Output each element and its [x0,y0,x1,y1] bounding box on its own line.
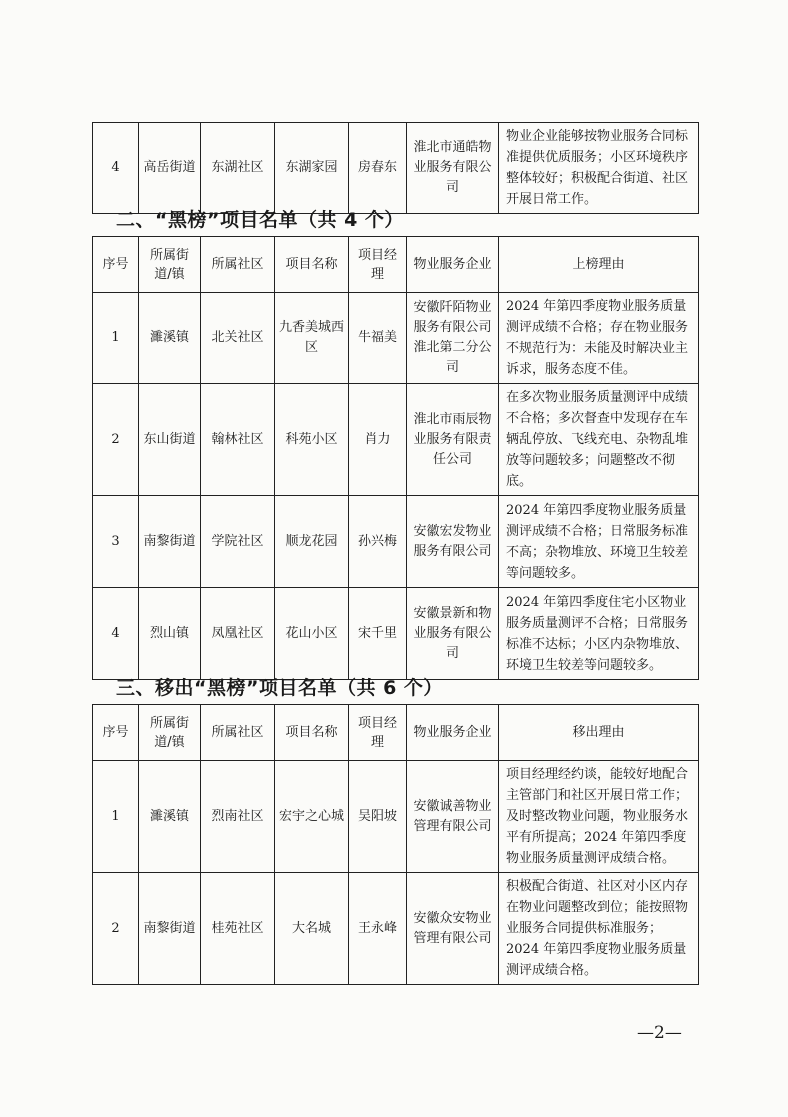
table-header-row [93,237,699,293]
table-header-row [93,705,699,761]
street-cell: 南黎街道 [139,873,201,985]
street-cell: 濉溪镇 [139,293,201,384]
header-reason: 移出理由 [499,705,699,761]
company-cell: 淮北市雨辰物业服务有限责任公司 [407,384,499,496]
header-project: 项目名称 [275,237,349,293]
manager-cell: 宋千里 [349,588,407,680]
street-cell: 高岳街道 [139,123,201,214]
project-cell: 大名城 [275,873,349,985]
header-project: 项目名称 [275,705,349,761]
header-company: 物业服务企业 [407,237,499,293]
community-cell: 北关社区 [201,293,275,384]
header-manager: 项目经理 [349,237,407,293]
table-black-list [92,236,699,680]
reason-cell: 物业企业能够按物业服务合同标准提供优质服务；小区环境秩序整体较好；积极配合街道、社区开展日常工作。 [499,123,699,214]
project-cell: 宏宇之心城 [275,761,349,873]
header-no: 序号 [93,237,139,293]
manager-cell: 牛福美 [349,293,407,384]
row-number: 4 [93,588,139,680]
page-number: —2— [637,1023,682,1043]
table-row [93,761,699,873]
reason-cell: 2024 年第四季度物业服务质量测评成绩不合格；日常服务标准不高；杂物堆放、环境卫生较差等问题较多。 [499,496,699,588]
table-row [93,496,699,588]
company-cell: 安徽阡陌物业服务有限公司淮北第二分公司 [407,293,499,384]
table-row [93,123,699,214]
manager-cell: 肖力 [349,384,407,496]
company-cell: 安徽众安物业管理有限公司 [407,873,499,985]
reason-cell: 2024 年第四季度住宅小区物业服务质量测评不合格；日常服务标准不达标；小区内杂物堆放、环境卫生较差等问题较多。 [499,588,699,680]
project-cell: 花山小区 [275,588,349,680]
row-number: 1 [93,293,139,384]
header-no: 序号 [93,705,139,761]
project-cell: 东湖家园 [275,123,349,214]
manager-cell: 吴阳坡 [349,761,407,873]
street-cell: 濉溪镇 [139,761,201,873]
project-cell: 九香美城西区 [275,293,349,384]
community-cell: 东湖社区 [201,123,275,214]
project-cell: 科苑小区 [275,384,349,496]
company-cell: 安徽诚善物业管理有限公司 [407,761,499,873]
community-cell: 翰林社区 [201,384,275,496]
reason-cell: 项目经理经约谈，能较好地配合主管部门和社区开展日常工作；及时整改物业问题，物业服务水平有所提高；2024 年第四季度物业服务质量测评成绩合格。 [499,761,699,873]
header-street: 所属街道/镇 [139,237,201,293]
header-reason: 上榜理由 [499,237,699,293]
header-manager: 项目经理 [349,705,407,761]
community-cell: 桂苑社区 [201,873,275,985]
reason-cell: 2024 年第四季度物业服务质量测评成绩不合格；存在物业服务不规范行为：未能及时解决业主诉求，服务态度不佳。 [499,293,699,384]
table-row [93,588,699,680]
header-community: 所属社区 [201,705,275,761]
reason-cell: 在多次物业服务质量测评中成绩不合格；多次督查中发现存在车辆乱停放、飞线充电、杂物乱堆放等问题较多；问题整改不彻底。 [499,384,699,496]
row-number: 3 [93,496,139,588]
row-number: 1 [93,761,139,873]
project-cell: 顺龙花园 [275,496,349,588]
street-cell: 南黎街道 [139,496,201,588]
table-row [93,873,699,985]
section-title-removed-list: 三、移出“黑榜”项目名单（共 6 个） [116,677,443,699]
company-cell: 安徽宏发物业服务有限公司 [407,496,499,588]
street-cell: 东山街道 [139,384,201,496]
header-street: 所属街道/镇 [139,705,201,761]
community-cell: 凤凰社区 [201,588,275,680]
row-number: 2 [93,873,139,985]
table-red-list-continued [92,122,699,214]
street-cell: 烈山镇 [139,588,201,680]
reason-cell: 积极配合街道、社区对小区内存在物业问题整改到位；能按照物业服务合同提供标准服务；2024 年第四季度物业服务质量测评成绩合格。 [499,873,699,985]
manager-cell: 王永峰 [349,873,407,985]
manager-cell: 孙兴梅 [349,496,407,588]
manager-cell: 房春东 [349,123,407,214]
table-row [93,384,699,496]
community-cell: 烈南社区 [201,761,275,873]
company-cell: 安徽景新和物业服务有限公司 [407,588,499,680]
company-cell: 淮北市通皓物业服务有限公司 [407,123,499,214]
table-removed-list [92,704,699,985]
table-row [93,293,699,384]
section-title-black-list: 二、“黑榜”项目名单（共 4 个） [116,209,404,231]
row-number: 2 [93,384,139,496]
header-company: 物业服务企业 [407,705,499,761]
row-number: 4 [93,123,139,214]
community-cell: 学院社区 [201,496,275,588]
header-community: 所属社区 [201,237,275,293]
